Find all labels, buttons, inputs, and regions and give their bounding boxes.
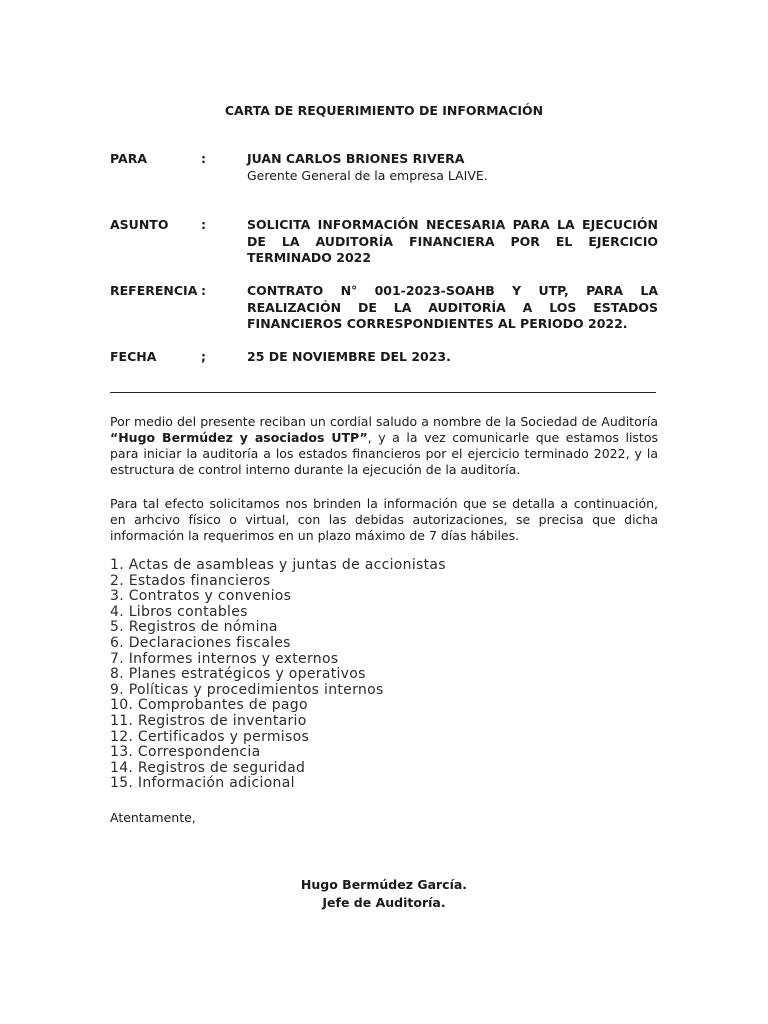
signer-name: Hugo Bermúdez García. <box>300 877 468 892</box>
referencia-separator: : <box>201 283 206 298</box>
list-item: 11. Registros de inventario <box>110 712 307 729</box>
signature-block <box>0 876 768 912</box>
list-item: 3. Contratos y convenios <box>110 588 292 605</box>
body-paragraph-1-intro: Por medio del presente reciban un cordial saludo a nombre de la Sociedad de Auditoría <box>110 414 658 429</box>
requested-documents-list <box>110 558 446 792</box>
list-item: 6. Declaraciones fiscales <box>110 634 291 651</box>
fecha-text: 25 DE NOVIEMBRE DEL 2023. <box>247 349 451 364</box>
asunto-separator: : <box>201 217 206 232</box>
list-item: 14. Registros de seguridad <box>110 759 306 776</box>
firm-name: “Hugo Bermúdez y asociados UTP” <box>110 430 368 445</box>
signer-role: Jefe de Auditoría. <box>322 895 446 910</box>
list-item: 2. Estados financieros <box>110 572 271 589</box>
list-item: 12. Certificados y permisos <box>110 728 310 745</box>
letter-title: CARTA DE REQUERIMIENTO DE INFORMACIÓN <box>224 103 544 118</box>
para-separator: : <box>201 151 206 166</box>
para-label: PARA <box>110 151 147 166</box>
referencia-label: REFERENCIA <box>110 283 198 298</box>
recipient-name: JUAN CARLOS BRIONES RIVERA <box>247 151 465 166</box>
asunto-text: SOLICITA INFORMACIÓN NECESARIA PARA LA EJECUCIÓN DE LA AUDITORÍA FINANCIERA POR EL EJERCICIO TERMINADO 2022 <box>247 217 658 265</box>
header-divider <box>110 392 656 393</box>
body-paragraph-2: Para tal efecto solicitamos nos brinden la información que se detalla a continuación, en arhcivo físico o virtual, con las debidas autorizaciones, se precisa que dicha información la requerimos en un plazo máximo de 7 días hábiles. <box>110 496 658 543</box>
list-item: 7. Informes internos y externos <box>110 650 339 667</box>
list-item: 4. Libros contables <box>110 603 248 620</box>
list-item: 13. Correspondencia <box>110 744 261 761</box>
body-paragraph-1 <box>110 414 658 478</box>
closing-salutation: Atentamente, <box>110 810 196 825</box>
fecha-label: FECHA <box>110 349 157 364</box>
referencia-text: CONTRATO N° 001-2023-SOAHB Y UTP, PARA LA REALIZACIÓN DE LA AUDITORÍA A LOS ESTADOS FINANCIEROS CORRESPONDIENTES AL PERIODO 2022. <box>247 283 658 331</box>
list-item: 1. Actas de asambleas y juntas de accionistas <box>110 557 446 573</box>
list-item: 15. Información adicional <box>110 775 295 792</box>
list-item: 10. Comprobantes de pago <box>110 697 308 714</box>
list-item: 5. Registros de nómina <box>110 619 278 636</box>
asunto-label: ASUNTO <box>110 217 169 232</box>
recipient-position: Gerente General de la empresa LAIVE. <box>247 168 488 183</box>
list-item: 9. Políticas y procedimientos internos <box>110 681 384 698</box>
fecha-separator: ; <box>201 349 206 364</box>
body-paragraph-1-rest: , y a la vez comunicarle que estamos listos para iniciar la auditoría a los estados financieros por el ejercicio terminado 2022, y la estructura de control interno durante la ejecución de la auditoría. <box>110 430 658 477</box>
list-item: 8. Planes estratégicos y operativos <box>110 666 366 683</box>
